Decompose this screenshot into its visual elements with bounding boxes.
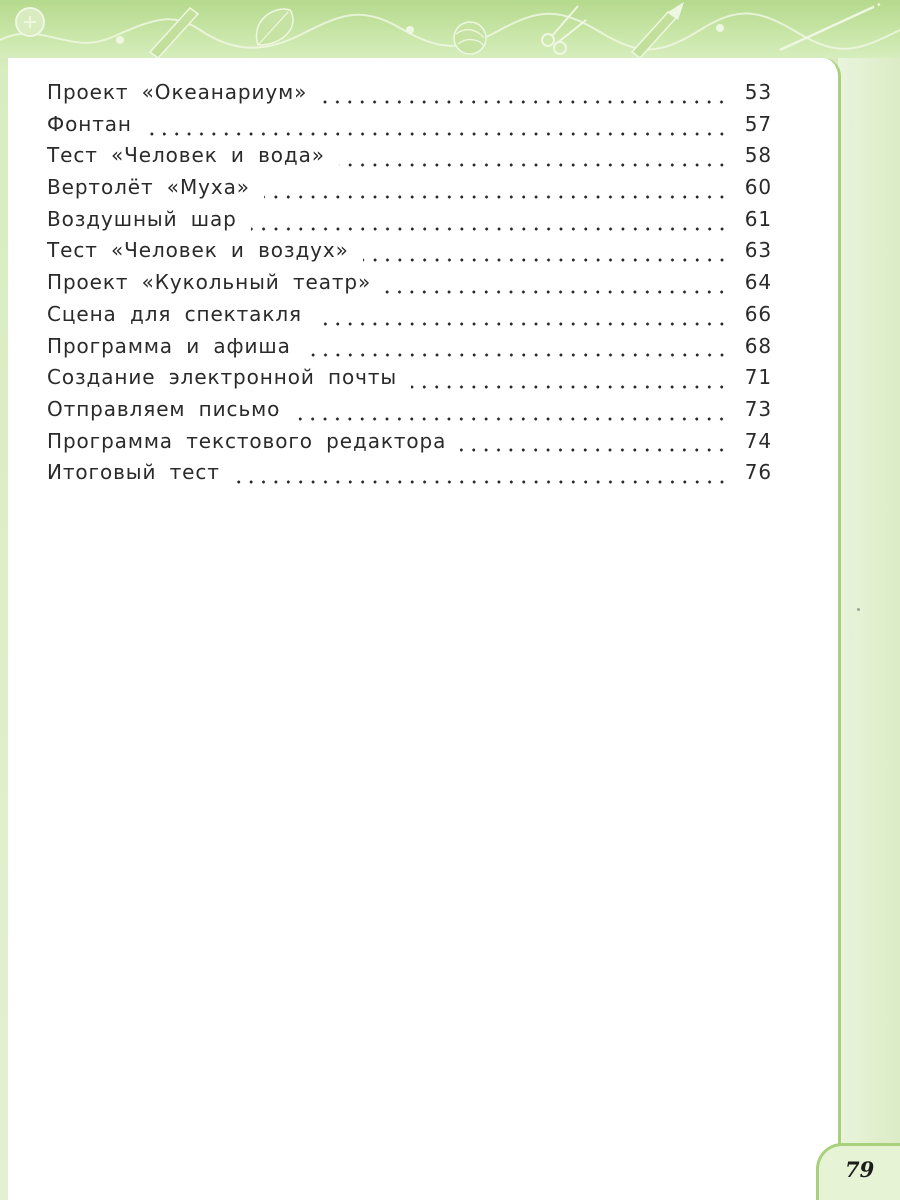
dot-leader xyxy=(146,132,728,136)
toc-entry-page: 58 xyxy=(744,143,772,168)
toc-entry-page: 64 xyxy=(744,270,772,295)
toc-entry[interactable] xyxy=(47,460,772,492)
dot-leader xyxy=(411,385,728,389)
toc-entry-title: Тест «Человек и воздух» xyxy=(47,238,349,263)
toc-entry[interactable] xyxy=(47,80,772,112)
table-of-contents xyxy=(47,80,772,492)
banner-illustration xyxy=(0,0,900,58)
decorative-banner xyxy=(0,0,900,58)
dot-leader xyxy=(339,163,728,167)
dot-leader xyxy=(294,417,728,421)
toc-entry-title: Проект «Кукольный театр» xyxy=(47,270,372,295)
toc-entry[interactable] xyxy=(47,302,772,334)
toc-entry-page: 63 xyxy=(744,238,772,263)
right-margin-strip xyxy=(838,58,900,1200)
toc-entry-page: 61 xyxy=(744,206,772,231)
toc-entry[interactable] xyxy=(47,365,772,397)
toc-entry[interactable] xyxy=(47,334,772,366)
yarn-ball-icon xyxy=(454,22,486,54)
toc-entry-title: Сцена для спектакля xyxy=(47,301,302,326)
toc-entry[interactable] xyxy=(47,207,772,239)
dot-leader xyxy=(363,258,728,262)
toc-entry[interactable] xyxy=(47,270,772,302)
toc-entry-title: Программа текстового редактора xyxy=(47,428,447,453)
dot-leader xyxy=(264,195,728,199)
dot-leader xyxy=(251,227,728,231)
toc-entry[interactable] xyxy=(47,429,772,461)
needle-icon xyxy=(780,4,880,50)
dot-leader xyxy=(321,100,728,104)
toc-entry[interactable] xyxy=(47,397,772,429)
toc-entry-title: Вертолёт «Муха» xyxy=(47,175,250,200)
dot-leader xyxy=(234,480,728,484)
toc-entry-title: Тест «Человек и вода» xyxy=(47,143,325,168)
toc-entry-page: 57 xyxy=(744,111,772,136)
pencil-icon xyxy=(150,8,198,58)
dot-leader xyxy=(305,353,728,357)
toc-entry-page: 68 xyxy=(744,333,772,358)
toc-entry-title: Проект «Океанариум» xyxy=(47,80,308,104)
dot-leader xyxy=(460,448,728,452)
toc-entry-page: 74 xyxy=(744,428,772,453)
paintbrush-icon xyxy=(632,2,684,58)
toc-entry-page: 71 xyxy=(744,365,772,390)
toc-entry-page: 66 xyxy=(744,301,772,326)
toc-entry[interactable] xyxy=(47,175,772,207)
toc-entry-page: 76 xyxy=(744,460,772,485)
toc-entry-title: Отправляем письмо xyxy=(47,396,281,421)
toc-entry-title: Программа и афиша xyxy=(47,333,291,358)
toc-entry-title: Создание электронной почты xyxy=(47,365,398,390)
toc-entry[interactable] xyxy=(47,112,772,144)
button-icon xyxy=(16,8,44,36)
toc-entry[interactable] xyxy=(47,143,772,175)
page-number: 79 xyxy=(845,1157,875,1182)
toc-entry-title: Воздушный шар xyxy=(47,206,237,231)
toc-entry[interactable] xyxy=(47,238,772,270)
dot-leader xyxy=(385,290,728,294)
toc-entry-page: 53 xyxy=(744,80,772,104)
toc-entry-title: Итоговый тест xyxy=(47,460,220,485)
print-speck xyxy=(857,608,860,611)
dot-leader xyxy=(316,322,728,326)
toc-entry-title: Фонтан xyxy=(47,111,132,136)
toc-entry-page: 60 xyxy=(744,175,772,200)
toc-entry-page: 73 xyxy=(744,396,772,421)
